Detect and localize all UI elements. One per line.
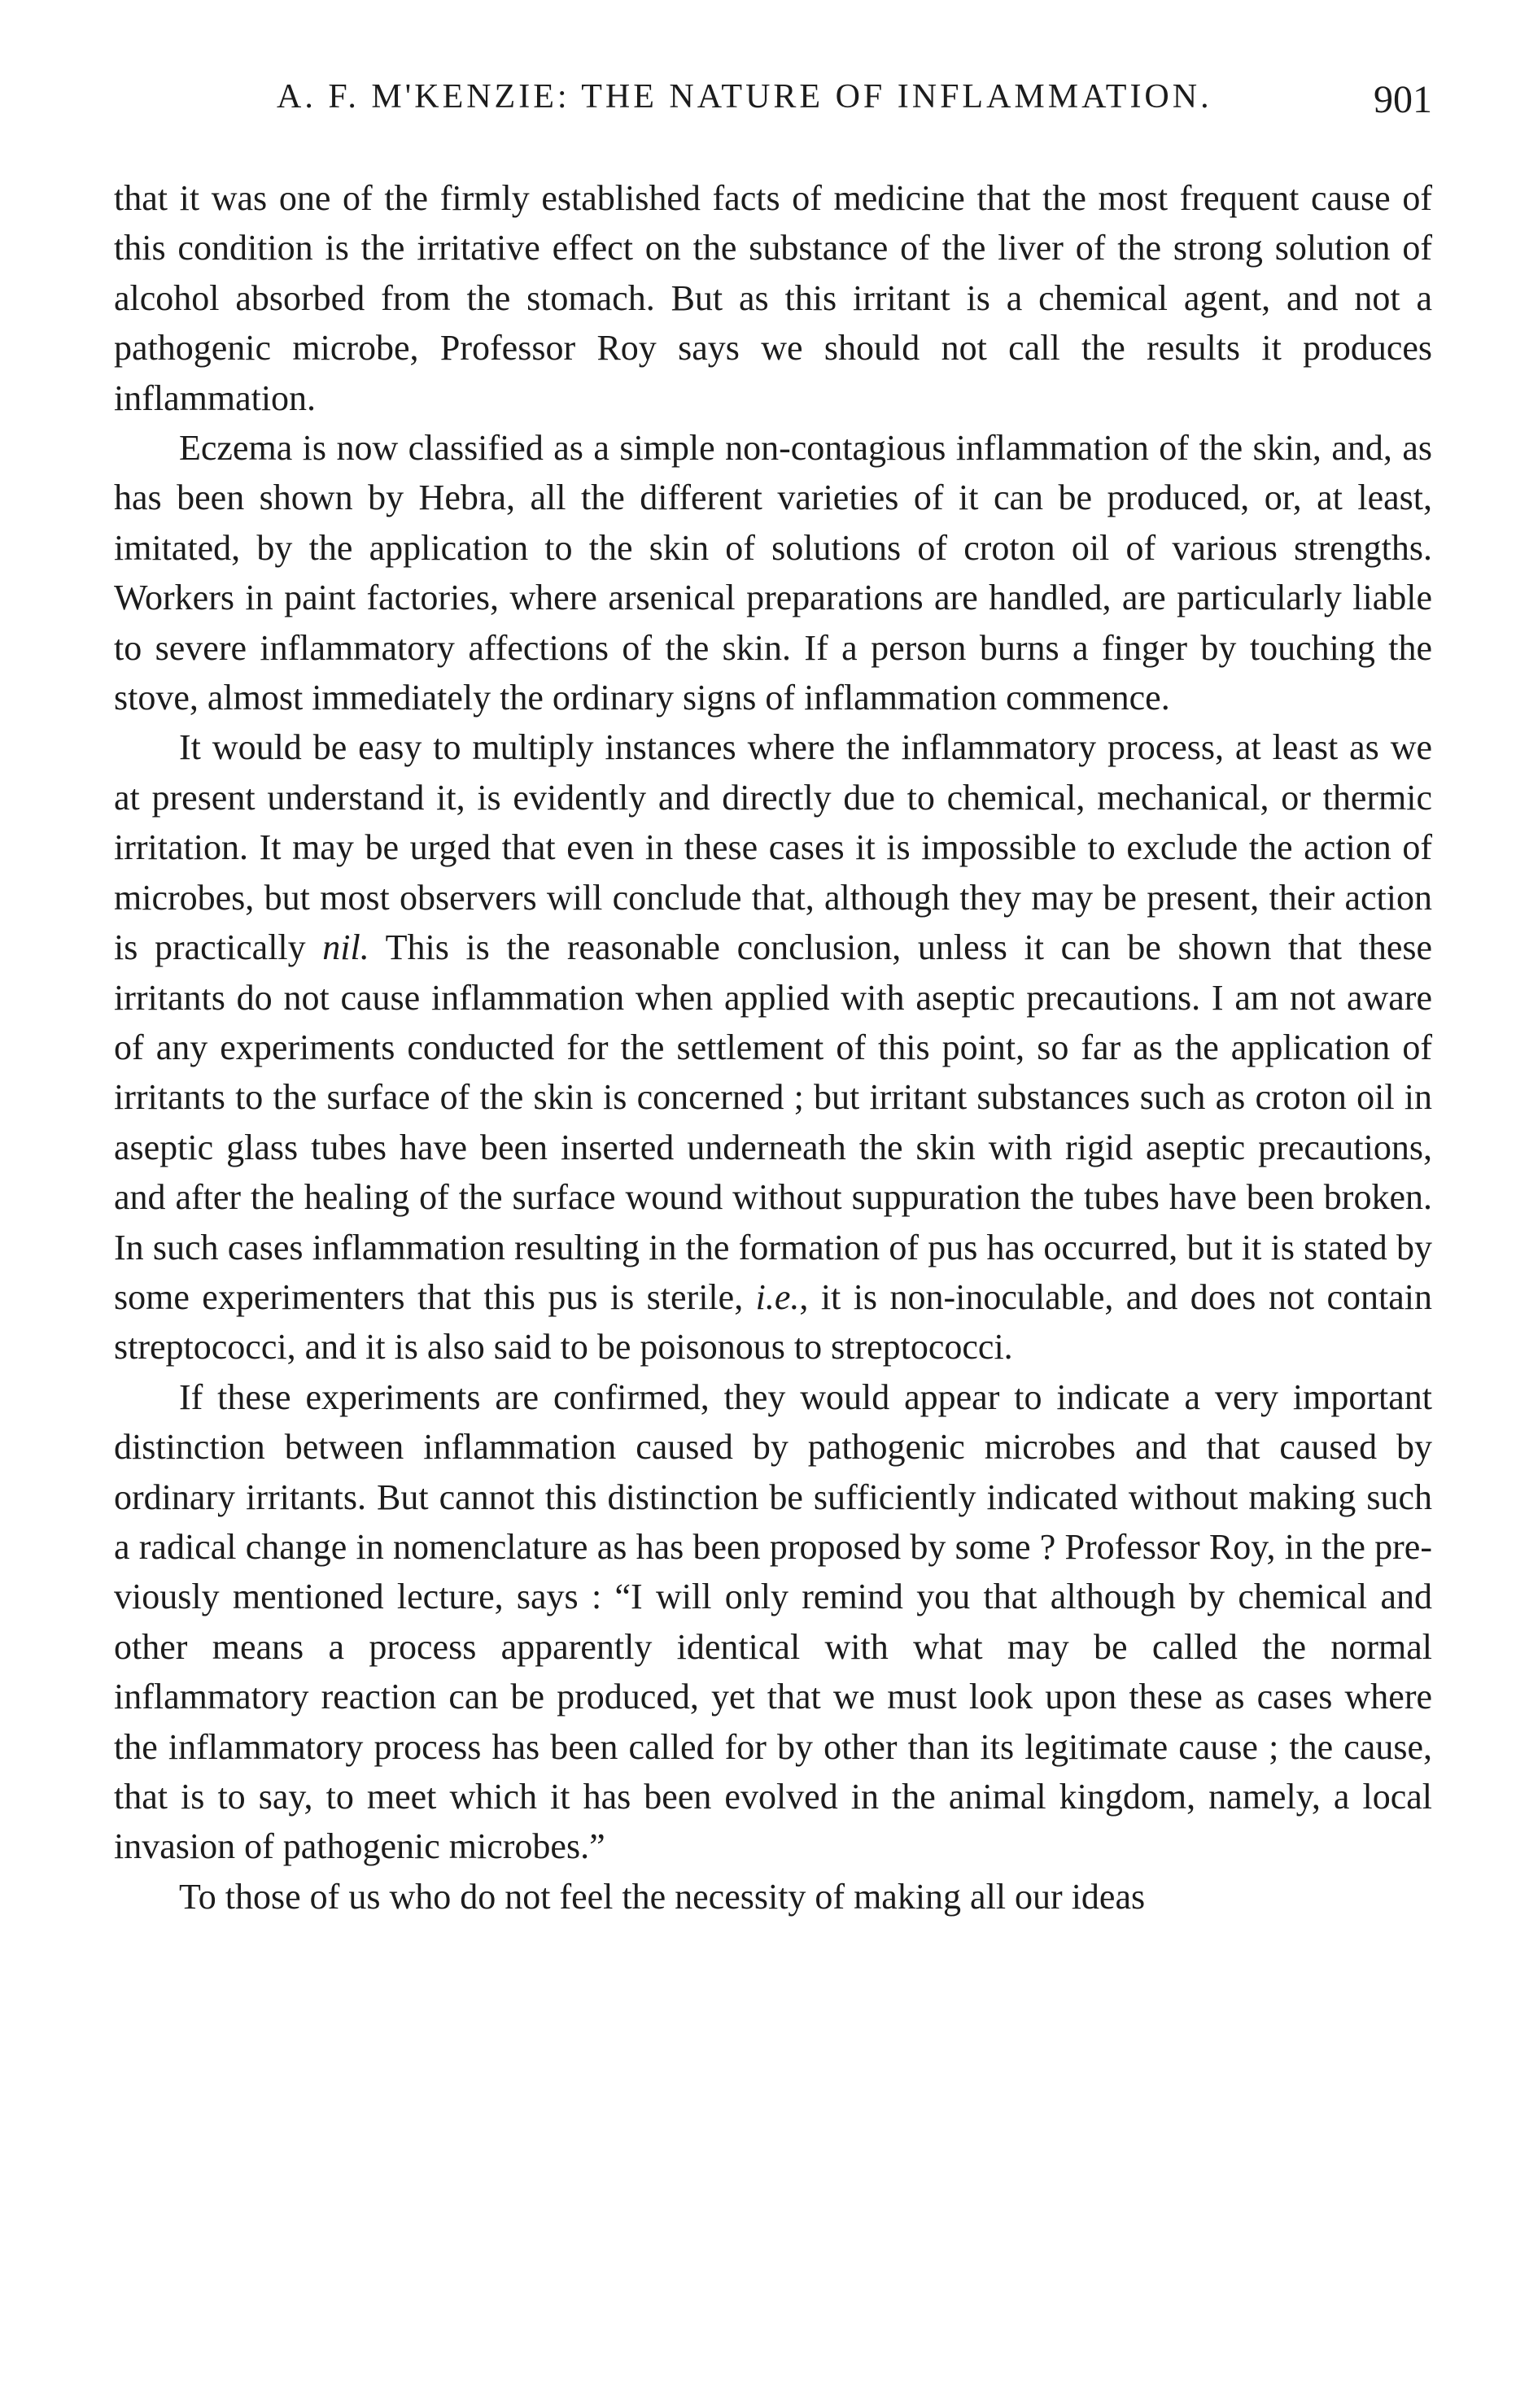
paragraph-3-part-1: It would be easy to multiply instances where the inflammatory process, at least as we at present understand it, is evidently and directly due to chemical, mechanical, or thermic irritation. It may be urged that even in these cases it is impossible to exclude the action of microbes, but most observers will conclude that, although they may be present, their action is practically [114,727,1432,968]
italic-ie: i.e. [755,1276,800,1317]
paragraph-3-part-2: This is the reasonable conclusion, unless it can be shown that these irritants do not cause inflammation when applied with aseptic precautions. I am not aware of any experiments conducted for the settlement of this point, so far as the application of irritants to the surface of the skin is concerned ; but irritant substances such as croton oil in aseptic glass tubes have been inserted underneath the skin with rigid aseptic precautions, and after the healing of the surface wound without suppuration the tubes have been broken. In such cases inflammation resulting in the formation of pus has occurred, but it is stated by some experimenters that this pus is sterile, [114,927,1432,1317]
book-page [114,77,1432,2371]
body-text [114,173,1432,1922]
italic-nil: nil. [322,927,369,968]
paragraph-1: that it was one of the firmly established facts of medicine that the most frequent cause of this condition is the irritative effect on the substance of the liver of the strong solution of alcohol absorbed from the stomach. But as this irritant is a chemical agent, and not a pathogenic microbe, Professor Roy says we should not call the results it produces inflammation. [114,178,1432,418]
paragraph-4: If these experiments are confirmed, they would appear to indicate a very important distinction between inflammation caused by pathogenic microbes and that caused by ordinary irritants. But cannot this distinction be sufficiently indicated without making such a radical change in nomenclature as has been proposed by some ? Professor Roy, in the previously mentioned lecture, says : “I will only remind you that although by chemical and other means a process apparently identical with what may be called the normal inflammatory reaction can be produced, yet that we must look upon these as cases where the inflammatory process has been called for by other than its legitimate cause ; the cause, that is to say, to meet which it has been evolved in the animal kingdom, namely, a local invasion of pathogenic microbes.” [114,1376,1432,1867]
paragraph-5: To those of us who do not feel the necessity of making all our ideas [179,1876,1146,1917]
paragraph-3-part-3: , it is non-inoculable, and does not contain streptococci, and it is also said to be poisonous to streptococci. [114,1276,1433,1368]
running-title: A. F. M'KENZIE: THE NATURE OF INFLAMMATION. [277,78,1212,116]
paragraph-2: Eczema is now classified as a simple non-contagious inflammation of the skin, and, as has been shown by Hebra, all the different varieties of it can be produced, or, at least, imitated, by the application to the skin of solutions of croton oil of various strengths. Workers in paint factories, where arsenical preparations are handled, are particularly liable to severe inflammatory affections of the skin. If a person burns a finger by touching the stove, almost immediately the ordinary signs of inflammation commence. [114,428,1432,718]
running-head [114,77,1432,142]
page-number: 901 [1374,78,1432,121]
paragraph-3 [114,722,1432,1372]
